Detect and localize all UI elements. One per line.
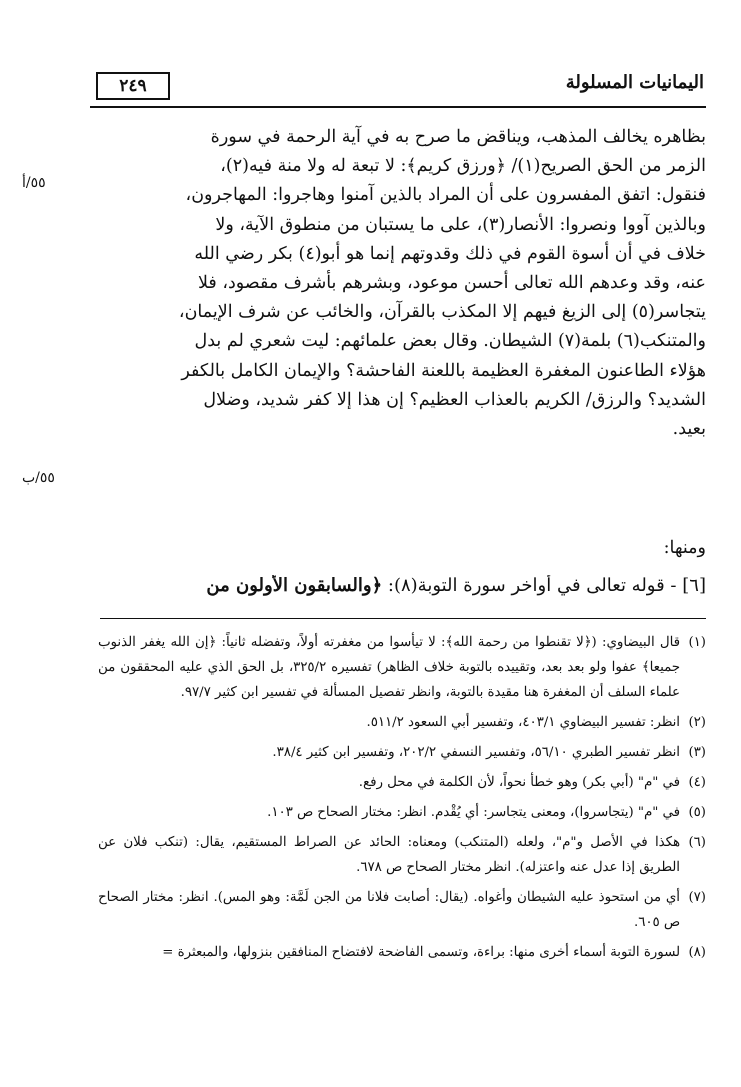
margin-folio-note: ٥٥/أ: [22, 175, 46, 191]
margin-folio-note: ٥٥/ب: [22, 470, 55, 486]
body-line: فنقول: اتفق المفسرون على أن المراد بالذين آمنوا وهاجروا: المهاجرون،: [185, 185, 706, 206]
footnote-number: (٧): [688, 890, 706, 905]
quran-quote: ﴿والسابقون الأولون من: [206, 575, 383, 596]
footnote-number: (٥): [688, 805, 706, 820]
footnote-number: (٨): [688, 945, 706, 960]
footnote-text: أي من استحوذ عليه الشيطان وأغواه. (يقال: أصابت فلانا من الجن لَمَّة: وهو المس). انظر: مختار الصحاح ص ٦٠٥.: [98, 890, 680, 930]
page-header: [90, 70, 706, 110]
item-heading: [98, 575, 706, 596]
footnote: [98, 740, 706, 765]
footnote-text: في "م" (يتجاسروا)، ومعنى يتجاسر: أي يُقْدم. انظر: مختار الصحاح ص ١٠٣.: [267, 805, 680, 820]
body-line: بعيد.: [672, 419, 706, 440]
footnote-number: (١): [688, 635, 706, 650]
body-line: الزمر من الحق الصريح(١)/ ﴿ورزق كريم﴾: لا تبعة له ولا منة فيه(٢)،: [220, 156, 706, 177]
footnote: [98, 885, 706, 935]
footnote: [98, 770, 706, 795]
footnote-number: (٦): [688, 835, 706, 850]
body-line: بظاهره يخالف المذهب، ويناقض ما صرح به في آية الرحمة في سورة: [210, 127, 706, 147]
page-number: ٢٤٩: [96, 72, 170, 100]
main-text: [98, 123, 706, 444]
body-line: هؤلاء الطاعنون المغفرة العظيمة باللعنة الفاحشة؟ والإيمان الكامل بالكفر: [181, 360, 706, 381]
header-rule: [90, 106, 706, 108]
footnote: [98, 630, 706, 705]
footnote: [98, 830, 706, 880]
footnote-number: (٢): [688, 715, 706, 730]
footnote-text: لسورة التوبة أسماء أخرى منها: براءة، وتسمى الفاضحة لافتضاح المنافقين بنزولها، والمبعثرة =: [162, 945, 680, 960]
footnote-number: (٤): [688, 775, 706, 790]
body-line: خلاف في أن أسوة القوم في ذلك وقدوتهم إنما هو أبو(٤) بكر رضي الله: [194, 243, 706, 264]
running-title: اليمانيات المسلولة: [565, 72, 704, 93]
footnote-text: قال البيضاوي: (﴿لا تقنطوا من رحمة الله﴾: لا تيأسوا من مغفرته أولاً، وتفضله ثانياً: ﴿إن الله يغفر الذنوب جميعا﴾ عفوا ولو بعد بعد، وتقييده بالتوبة خلاف الظاهر) تفسيره ٣٢٥/٢، بل الحق الذي عليه المحققون من علماء السلف أن المغفرة هنا مقيدة بالتوبة، وانظر تفصيل المسألة في تفسير ابن كثير ٩٧/٧.: [98, 635, 680, 700]
section-subheading: ومنها:: [663, 538, 706, 558]
body-line: والمتنكب(٦) بلمة(٧) الشيطان. وقال بعض علمائهم: ليت شعري لم بدل: [194, 331, 706, 352]
footnote-separator: [100, 618, 706, 619]
footnote-text: في "م" (أبي بكر) وهو خطأ نحواً، لأن الكلمة في محل رفع.: [358, 775, 680, 790]
footnote: [98, 940, 706, 965]
footnote-text: انظر: تفسير البيضاوي ٤٠٣/١، وتفسير أبي السعود ٥١١/٢.: [366, 715, 680, 730]
footnote: [98, 800, 706, 825]
body-line: عنه، وقد وعدهم الله تعالى أحسن موعود، وبشرهم بأشرف مقصود، فلا: [197, 273, 706, 294]
footnote-number: (٣): [688, 745, 706, 760]
item-number: [٦]: [682, 575, 706, 596]
body-line: الشديد؟ والرزق/ الكريم بالعذاب العظيم؟ إن هذا إلا كفر شديد، وضلال: [203, 389, 706, 410]
footnotes: [98, 630, 706, 970]
footnote: [98, 710, 706, 735]
body-line: يتجاسر(٥) إلى الزيغ فيهم إلا المكذب بالقرآن، والخائب عن شرف الإيمان،: [178, 302, 706, 323]
body-line: وبالذين آووا ونصروا: الأنصار(٣)، على ما يستبان من منطوق الآية، ولا: [215, 214, 706, 235]
footnote-text: هكذا في الأصل و"م"، ولعله (المتنكب) ومعناه: الحائد عن الصراط المستقيم، يقال: (تنكب فلان عن الطريق إذا عدل عنه واعتزله). انظر مختار الصحاح ص ٦٧٨.: [98, 835, 680, 875]
item-text: - قوله تعالى في أواخر سورة التوبة(٨):: [382, 575, 677, 596]
footnote-text: انظر تفسير الطبري ٥٦/١٠، وتفسير النسفي ٢٠٢/٢، وتفسير ابن كثير ٣٨/٤.: [272, 745, 680, 760]
